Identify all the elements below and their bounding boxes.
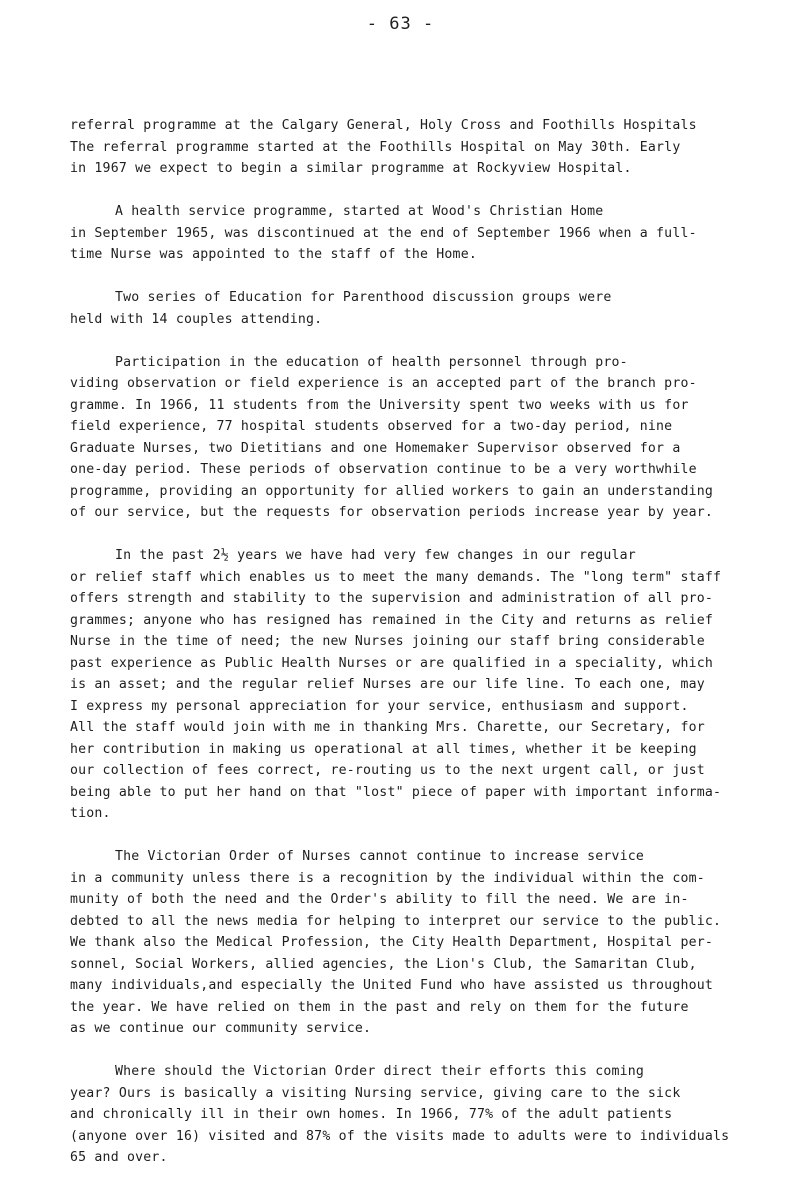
text-line: is an asset; and the regular relief Nurses are our life line. To each one, may (70, 677, 705, 692)
text-line: Where should the Victorian Order direct their efforts this coming (115, 1064, 645, 1079)
text-line: year? Ours is basically a visiting Nursing service, giving care to the sick (70, 1085, 681, 1101)
text-line: referral programme at the Calgary General, Holy Cross and Foothills Hospitals (70, 118, 697, 133)
text-line: time Nurse was appointed to the staff of the Home. (70, 247, 477, 262)
text-line: sonnel, Social Workers, allied agencies, the Lion's Club, the Samaritan Club, (70, 956, 697, 972)
text-line: or relief staff which enables us to meet the many demands. The "long term" staff (70, 569, 722, 585)
text-line: gramme. In 1966, 11 students from the University spent two weeks with us for (70, 397, 689, 413)
body-text (70, 115, 790, 1190)
text-line: the year. We have relied on them in the past and rely on them for the future (70, 999, 689, 1015)
paragraph-5 (70, 545, 790, 825)
text-line: her contribution in making us operational at all times, whether it be keeping (70, 741, 697, 757)
text-line: in September 1965, was discontinued at the end of September 1966 when a full- (70, 225, 697, 241)
text-line: in 1967 we expect to begin a similar programme at Rockyview Hospital. (70, 161, 632, 176)
page-number: - 63 - (366, 14, 435, 34)
text-line: in a community unless there is a recognition by the individual within the com- (70, 870, 705, 886)
paragraph-2 (70, 201, 790, 266)
text-line: (anyone over 16) visited and 87% of the visits made to adults were to individuals (70, 1128, 730, 1144)
paragraph-7 (70, 1061, 790, 1169)
text-line: A health service programme, started at Wood's Christian Home (115, 204, 604, 219)
text-line: offers strength and stability to the supervision and administration of all pro- (70, 591, 714, 606)
text-line: held with 14 couples attending. (70, 311, 323, 327)
text-line: being able to put her hand on that "lost" piece of paper with important informa- (70, 784, 722, 800)
text-line: I express my personal appreciation for your service, enthusiasm and support. (70, 698, 689, 714)
text-line: viding observation or field experience is an accepted part of the branch pro- (70, 376, 697, 391)
text-line: Graduate Nurses, two Dietitians and one Homemaker Supervisor observed for a (70, 440, 681, 456)
text-line: We thank also the Medical Profession, the City Health Department, Hospital per- (70, 935, 714, 950)
text-line: one-day period. These periods of observation continue to be a very worthwhile (70, 462, 697, 477)
text-line: Nurse in the time of need; the new Nurses joining our staff bring considerable (70, 634, 705, 649)
text-line: of our service, but the requests for observation periods increase year by year. (70, 505, 714, 520)
paragraph-6 (70, 846, 790, 1040)
text-line: as we continue our community service. (70, 1021, 372, 1036)
text-line: Participation in the education of health personnel through pro- (115, 354, 628, 370)
text-line: In the past 2½ years we have had very few changes in our regular (115, 548, 636, 563)
text-line: programme, providing an opportunity for allied workers to gain an understanding (70, 483, 714, 499)
text-line: All the staff would join with me in thanking Mrs. Charette, our Secretary, for (70, 720, 705, 735)
text-line: field experience, 77 hospital students observed for a two-day period, nine (70, 419, 673, 434)
text-line: our collection of fees correct, re-routing us to the next urgent call, or just (70, 763, 705, 778)
text-line: Two series of Education for Parenthood discussion groups were (115, 290, 612, 305)
text-line: 65 and over. (70, 1150, 168, 1165)
paragraph-4 (70, 352, 790, 524)
text-line: many individuals,and especially the United Fund who have assisted us throughout (70, 978, 714, 993)
paragraph-3 (70, 287, 790, 330)
text-line: past experience as Public Health Nurses or are qualified in a speciality, which (70, 655, 714, 671)
text-line: debted to all the news media for helping to interpret our service to the public. (70, 913, 722, 929)
text-line: munity of both the need and the Order's ability to fill the need. We are in- (70, 892, 689, 907)
text-line: and chronically ill in their own homes. In 1966, 77% of the adult patients (70, 1107, 673, 1122)
text-line: The referral programme started at the Foothills Hospital on May 30th. Early (70, 139, 681, 155)
paragraph-1 (70, 115, 790, 180)
text-line: The Victorian Order of Nurses cannot continue to increase service (115, 849, 645, 864)
text-line: tion. (70, 806, 111, 821)
text-line: grammes; anyone who has resigned has remained in the City and returns as relief (70, 612, 714, 628)
